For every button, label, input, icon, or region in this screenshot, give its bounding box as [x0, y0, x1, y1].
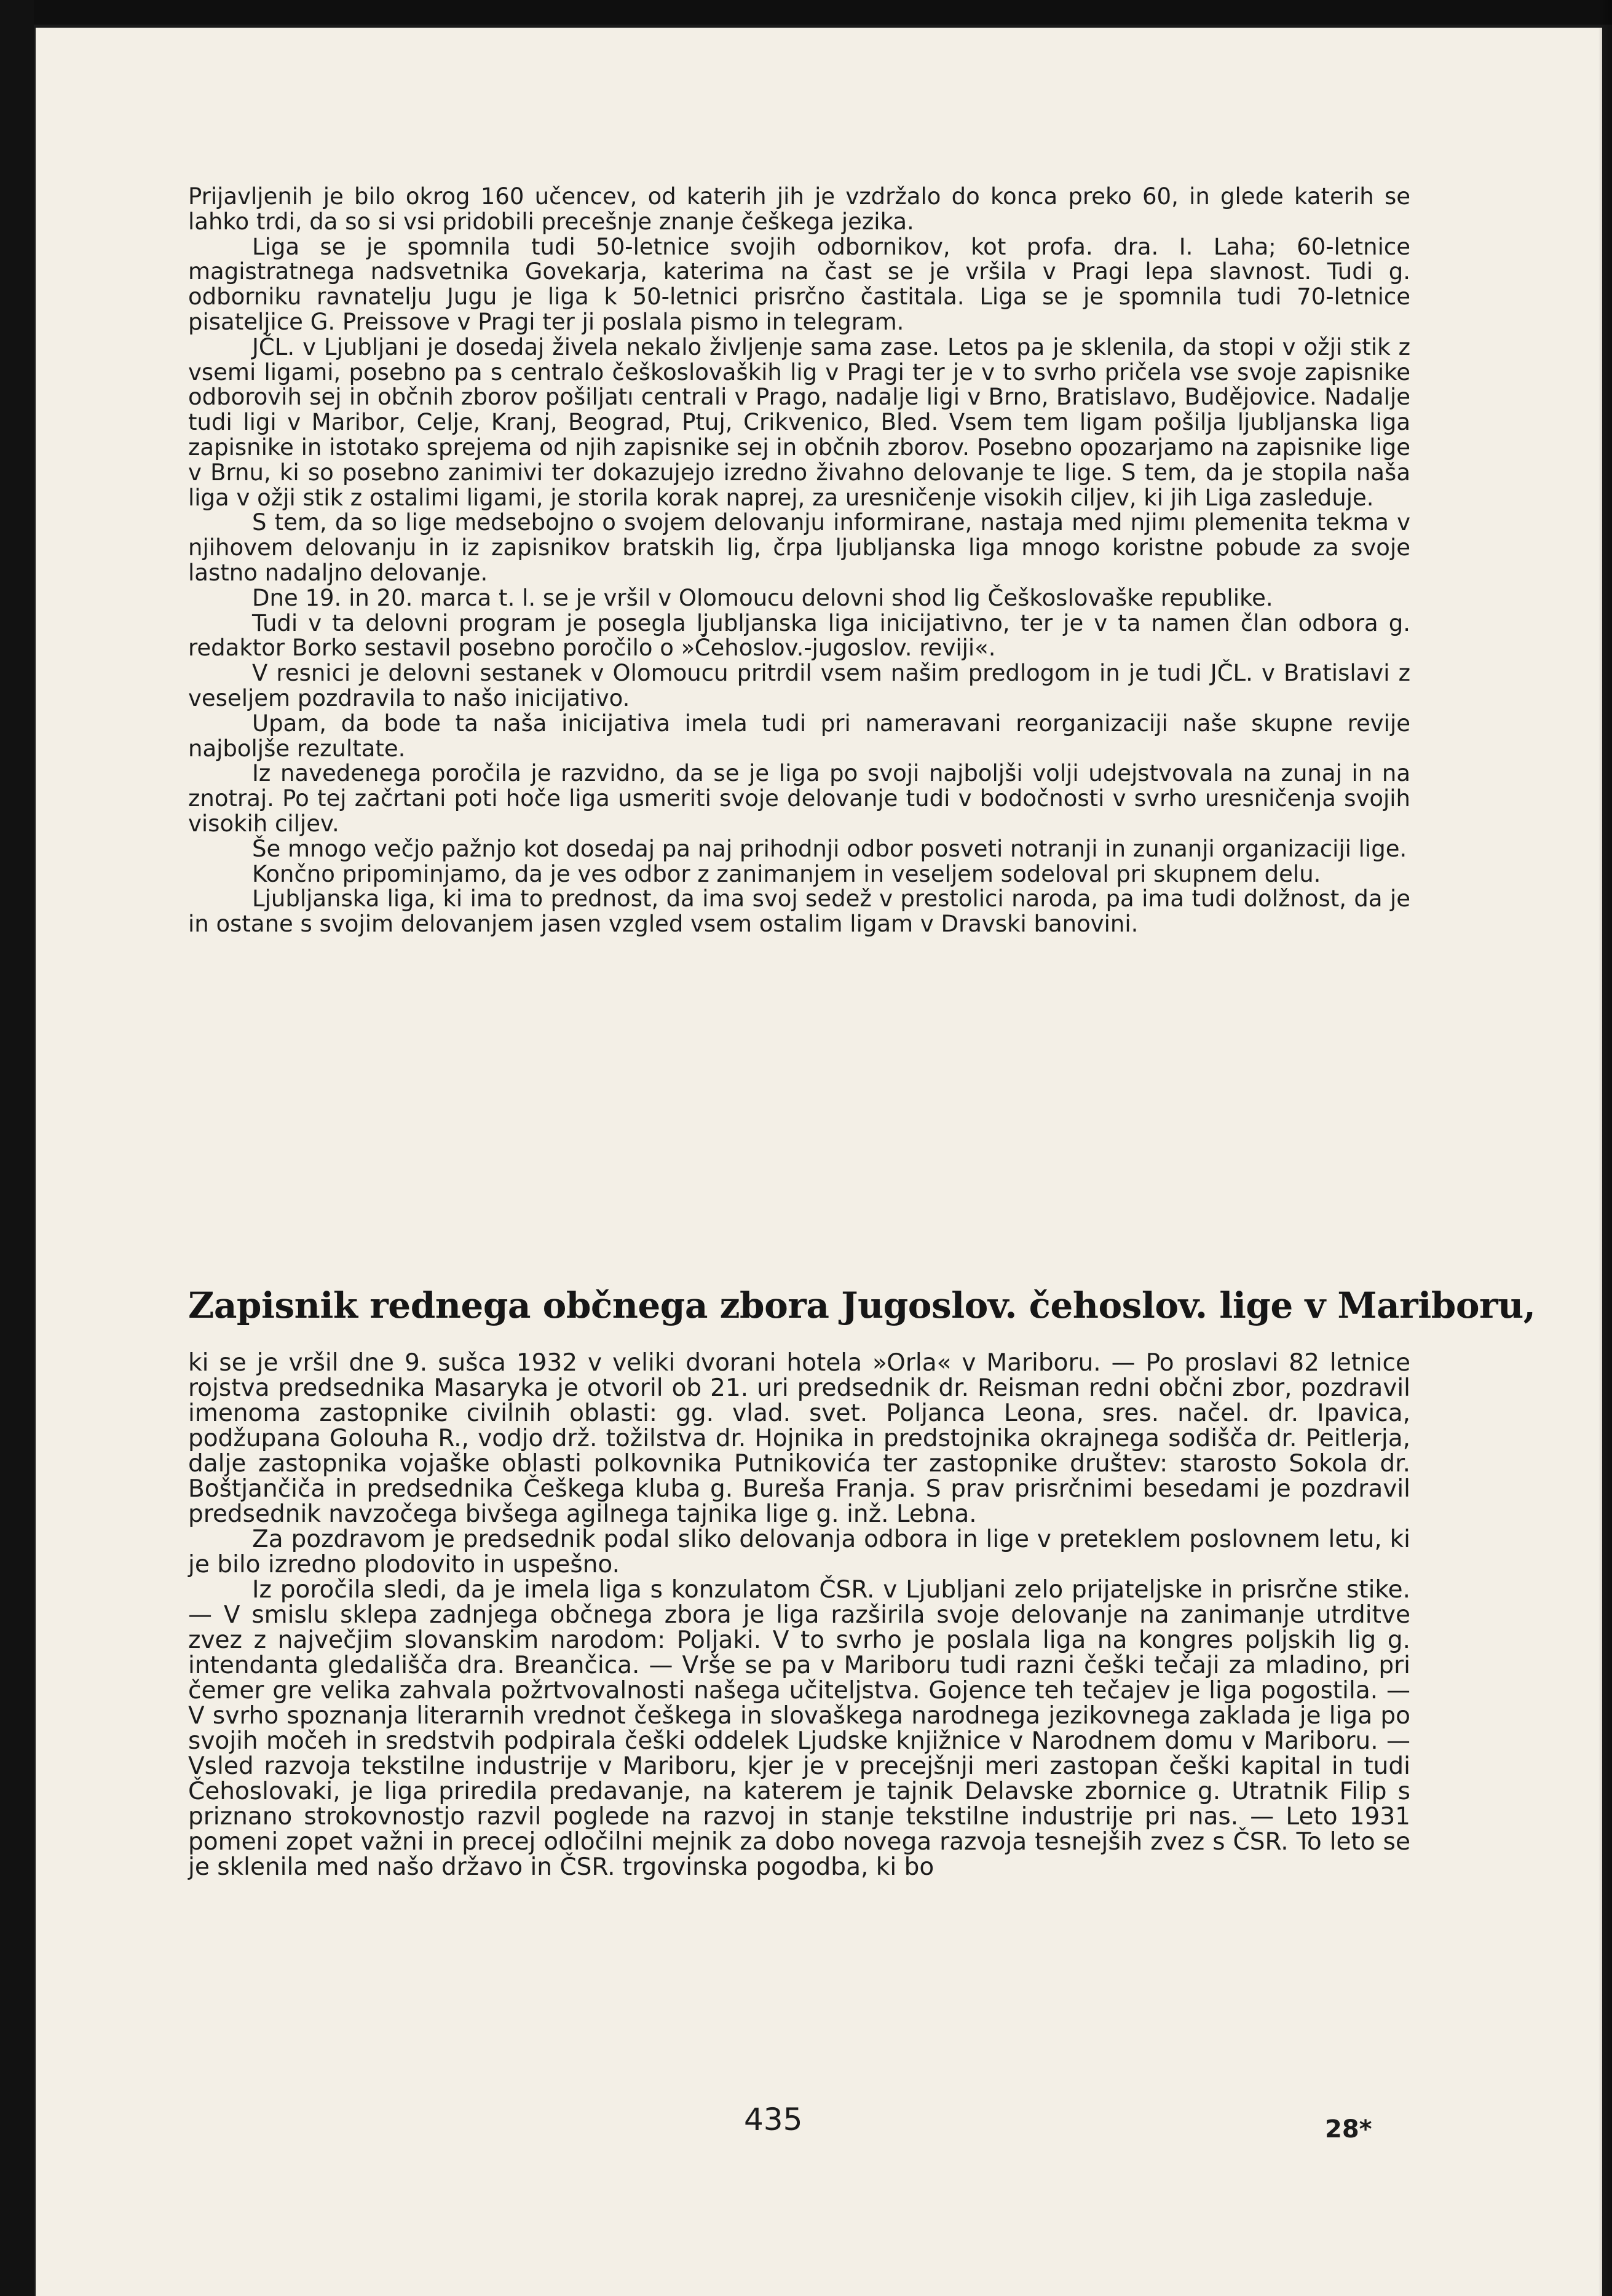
- paragraph: Ljubljanska liga, ki ima to prednost, da ima svoj sedež v prestolici naroda, pa ima tudi dolžnost, da je in ostane s svojim delovanjem jasen vzgled vsem ostalim ligam v Dravski banovini.: [188, 885, 1410, 938]
- paragraph: Iz poročila sledi, da je imela liga s konzulatom ČSR. v Ljubljani zelo prijateljske in prisrčne stike. — V smislu sklepa zadnjega občnega zbora je liga razširila svoje delovanje na zanimanje utrditve zvez z največjim slovanskim narodom: Poljaki. V to svrho je poslala liga na kongres poljskih lig g. intendanta gledališča dra. Breančica. — Vrše se pa v Mariboru tudi razni češki tečaji za mladino, pri čemer gre velika zahvala požrtvovalnosti našega učiteljstva. Gojence teh tečajev je liga pogostila. — V svrho spoznanja literarnih vrednot češkega in slovaškega narodnega jezikovnega zaklada je liga po svojih močeh in sredstvih podpirala češki oddelek Ljudske knjižnice v Narodnem domu v Mariboru. — Vsled razvoja tekstilne industrije v Mariboru, kjer je v precejšnji meri zastopan češki kapital in tudi Čehoslovaki, je liga priredila predavanje, na katerem je tajnik Delavske zbornice g. Utratnik Filip s priznano strokovnostjo razvil poglede na razvoj in stanje tekstilne industrije pri nas. — Leto 1931 pomeni zopet važni in precej odločilni mejnik za dobo novega razvoja tesnejših zvez s ČSR. To leto se je sklenila med našo državo in ČSR. trgovinska pogodba, ki bo: [188, 1576, 1410, 1881]
- paragraph: Za pozdravom je predsednik podal sliko delovanja odbora in lige v preteklem poslovnem letu, ki je bilo izredno plodovito in uspešno.: [188, 1526, 1410, 1578]
- paragraph: ki se je vršil dne 9. sušca 1932 v veliki dvorani hotela »Orla« v Mariboru. — Po proslavi 82 letnice rojstva predsednika Masaryka je otvoril ob 21. uri predsednik dr. Reisman redni občni zbor, pozdravil imenoma zastopnike civilnih oblasti: gg. vlad. svet. Poljanca Leona, sres. načel. dr. Ipavica, podžupana Golouha R., vodjo drž. tožilstva dr. Hojnika in predstojnika okrajnega sodišča dr. Peitlerja, dalje zastopnika vojaške oblasti polkovnika Putnikovića ter zastopnike društev: starosto Sokola dr. Boštjančiča in predsednika Češkega kluba g. Bureša Franja. S prav prisrčnimi besedami je pozdravil predsednik navzočega bivšega agilnega tajnika lige g. inž. Lebna.: [188, 1349, 1410, 1528]
- page-gutter-shadow: [1598, 0, 1612, 2296]
- section-heading: Zapisnik rednega občnega zbora Jugoslov. čehoslov. lige v Mariboru,: [188, 1285, 1536, 1326]
- sheet-signature: 28*: [1325, 2115, 1372, 2144]
- scan-top-edge: [0, 0, 1612, 25]
- paragraph: Prijavljenih je bilo okrog 160 učencev, od katerih jih je vzdržalo do konca preko 60, in glede katerih se lahko trdi, da so si vsi pridobili precešnje znanje češkega jezika.: [188, 183, 1410, 235]
- paragraph: Liga se je spomnila tudi 50-letnice svojih odbornikov, kot profa. dra. I. Laha; 60-letnice magistratnega nadsvetnika Govekarja, katerima na čast se je vršila v Pragi lepa slavnost. Tudi g. odborniku ravnatelju Jugu je liga k 50-letnici prisrčno častitala. Liga se je spomnila tudi 70-letnice pisateljice G. Preissove v Pragi ter ji poslala pismo in telegram.: [188, 233, 1410, 335]
- paragraph: Končno pripominjamo, da je ves odbor z zanimanjem in veseljem sodeloval pri skupnem delu.: [252, 860, 1321, 887]
- paragraph: Iz navedenega poročila je razvidno, da se je liga po svoji najboljši volji udejstvovala na zunaj in na znotraj. Po tej začrtani poti hoče liga usmeriti svoje delovanje tudi v bodočnosti v svrho uresničenja svojih visokih ciljev.: [188, 760, 1410, 837]
- scan-left-edge: [0, 0, 34, 2296]
- page-number: 435: [744, 2102, 803, 2137]
- paragraph: S tem, da so lige medsebojno o svojem delovanju informirane, nastaja med njimı plemenita tekma v njihovem delovanju in iz zapisnikov bratskih lig, črpa ljubljanska liga mnogo koristne pobude za svoje lastno nadaljno delovanje.: [188, 509, 1410, 586]
- paragraph: V resnici je delovni sestanek v Olomoucu pritrdil vsem našim predlogom in je tudi JČL. v Bratislavi z veseljem pozdravila to našo inicijativo.: [188, 660, 1410, 711]
- paragraph: Dne 19. in 20. marca t. l. se je vršil v Olomoucu delovni shod lig Češkoslovaške republike.: [252, 584, 1273, 611]
- body-section-league-report: [188, 184, 1410, 937]
- paragraph: Tudi v ta delovni program je posegla ljubljanska liga inicijativno, ter je v ta namen član odbora g. redaktor Borko sestavil posebno poročilo o »Čehoslov.-jugoslov. reviji«.: [188, 609, 1410, 662]
- paragraph: JČL. v Ljubljani je dosedaj živela nekalo življenje sama zase. Letos pa je sklenila, da stopi v ožji stik z vsemi ligami, posebno pa s centralo češkoslovaških lig v Pragi ter je v to svrho pričela vse svoje zapisnike odborovih sej in občnih zborov pošiljatı centrali v Prago, nadalje ligi v Brno, Bratislavo, Budějovice. Nadalje tudi ligi v Maribor, Celje, Kranj, Beograd, Ptuj, Crikvenico, Bled. Vsem tem ligam pošilja ljubljanska liga zapisnike in istotako sprejema od njih zapisnike sej in občnih zborov. Posebno opozarjamo na zapisnike lige v Brnu, ki so posebno zanimivi ter dokazujejo izredno živahno delovanje te lige. S tem, da je stopila naša liga v ožji stik z ostalimi ligami, je storila korak naprej, za uresničenje visokih ciljev, ki jih Liga zasleduje.: [188, 333, 1410, 511]
- paragraph: Upam, da bode ta naša inicijativa imela tudi pri nameravani reorganizaciji naše skupne revije najboljše rezultate.: [188, 710, 1410, 762]
- body-section-maribor-minutes: [188, 1350, 1410, 1880]
- paragraph: Še mnogo večjo pažnjo kot dosedaj pa naj prihodnji odbor posveti notranji in zunanji organizaciji lige.: [252, 835, 1407, 862]
